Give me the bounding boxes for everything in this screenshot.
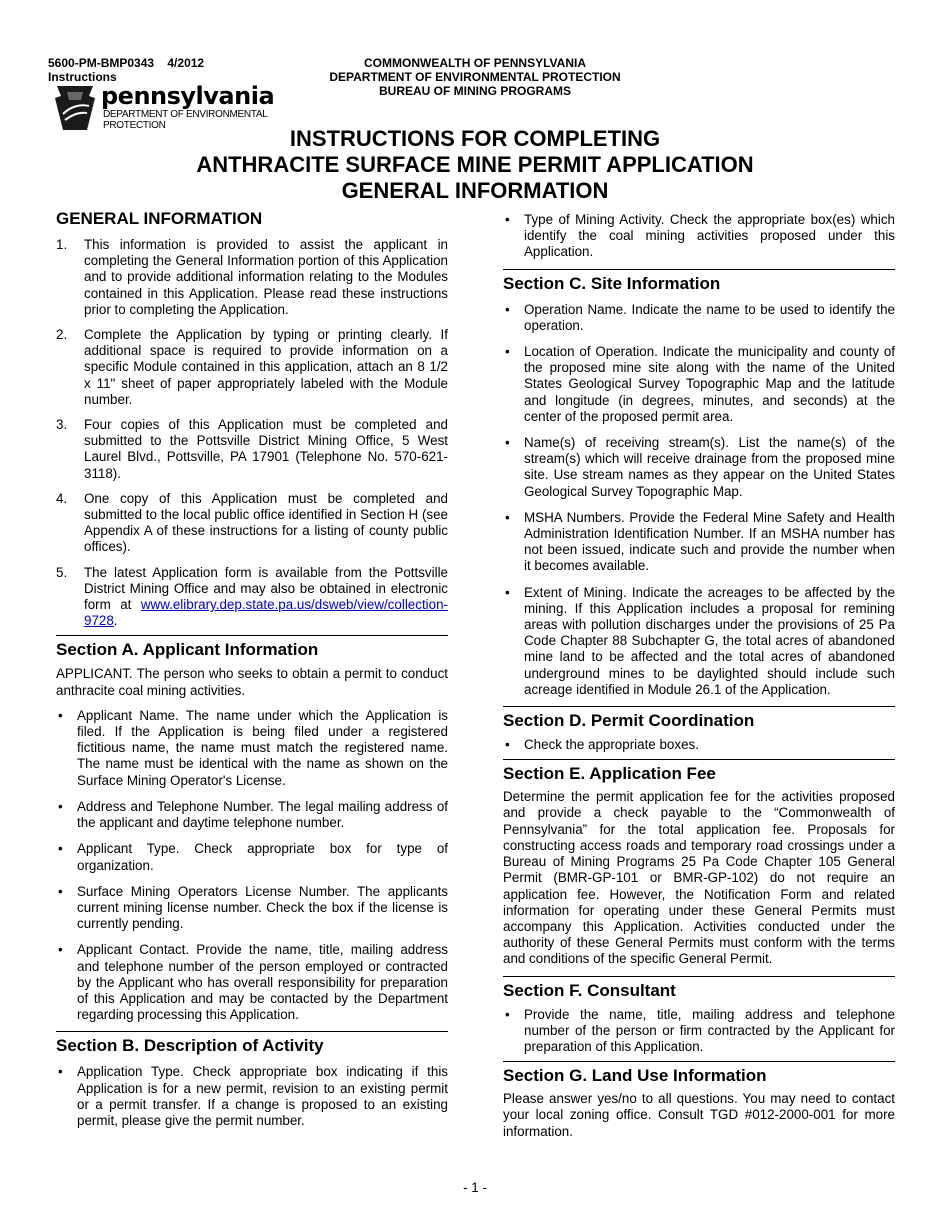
section-b-heading: Section B. Description of Activity bbox=[56, 1031, 448, 1056]
list-item: • Address and Telephone Number. The legal mailing address of the applicant and daytime telephone number. bbox=[58, 798, 448, 831]
list-item: • Type of Mining Activity. Check the appropriate box(es) which identify the coal mining activities proposed under this Application. bbox=[505, 212, 895, 260]
list-item: 2. Complete the Application by typing or printing clearly. If additional space is required to provide information on a specific Module contained in this application, attach an 8 1/2 x 11" sheet of paper appropriately labeled with the Module number. bbox=[56, 327, 448, 407]
list-item: 5. The latest Application form is available from the Pottsville District Mining Office and may also be obtained in electronic form at www.elibrary.dep.state.pa.us/dsweb/view/collection-9728. bbox=[56, 564, 448, 629]
list-item: • Location of Operation. Indicate the municipality and county of the proposed mine site along with the name of the United States Geological Survey Topographic Map and the latitude and longitude (in degrees, minutes, and seconds) at the center of the proposed permit area. bbox=[505, 344, 895, 424]
section-b-list-continued bbox=[503, 212, 895, 261]
list-item: • Operation Name. Indicate the name to be used to identify the operation. bbox=[505, 301, 895, 333]
list-item: • Surface Mining Operators License Number. The applicants current mining license number. Check the box if the license is currently pending. bbox=[58, 883, 448, 932]
general-information-heading: GENERAL INFORMATION bbox=[56, 209, 263, 228]
general-information-list bbox=[56, 237, 448, 629]
agency-line: COMMONWEALTH OF PENNSYLVANIA bbox=[364, 56, 586, 70]
form-header-left bbox=[48, 56, 204, 84]
application-fee-text: Determine the permit application fee for the activities proposed and provide a check payable to the “Commonwealth of Pennsylvania” for the total application fee. Proposals for constructing access roads and temporary road crossings under a Bureau of Mining Programs 25 Pa Code Chapter 105 General Permit (BMR-GP-101 or BMR-GP-102) do not require an application fee. However, the Notification Form and related information for operating under these General Permits must accompany this Application. Activities conducted under the authority of these General Permits must conform with the terms and conditions of the specific General Permit. bbox=[503, 789, 895, 967]
section-d-list bbox=[503, 737, 895, 753]
section-c-heading: Section C. Site Information bbox=[503, 269, 895, 294]
land-use-text: Please answer yes/no to all questions. You may need to contact your local zoning office. Consult TGD #012-2000-001 for more information. bbox=[503, 1091, 895, 1139]
keystone-icon bbox=[53, 84, 97, 132]
agency-header bbox=[250, 56, 700, 98]
list-item: 1. This information is provided to assist the applicant in completing the General Information portion of this Application and to provide additional information relating to the Modules contained in this Application. Please read these instructions prior to completing the Application. bbox=[56, 237, 448, 317]
logo-subtitle: DEPARTMENT OF ENVIRONMENTAL PROTECTION bbox=[103, 109, 268, 131]
page-title: INSTRUCTIONS FOR COMPLETING ANTHRACITE SURFACE MINE PERMIT APPLICATION GENERAL INFORMATION bbox=[196, 126, 754, 203]
section-g-heading: Section G. Land Use Information bbox=[503, 1061, 895, 1086]
right-column bbox=[503, 212, 895, 1140]
section-f-list bbox=[503, 1007, 895, 1056]
list-item: • Applicant Contact. Provide the name, title, mailing address and telephone number of the person employed or contracted by the Applicant who has overall responsibility for preparation of this Application and may be contacted by the Department regarding processing this Application. bbox=[58, 942, 448, 1023]
form-type: Instructions bbox=[48, 70, 117, 84]
section-f-heading: Section F. Consultant bbox=[503, 976, 895, 1001]
list-item: • Provide the name, title, mailing address and telephone number of the person or firm contracted by the Applicant for preparation of this Application. bbox=[505, 1006, 895, 1054]
list-item: • Applicant Type. Check appropriate box for type of organization. bbox=[58, 841, 448, 873]
section-a-heading: Section A. Applicant Information bbox=[56, 635, 448, 660]
list-item: • Name(s) of receiving stream(s). List the name(s) of the stream(s) which will receive drainage from the proposed mine site. Use stream names as they appear on the United States Geological Survey Topographic Map. bbox=[505, 435, 895, 499]
section-d-heading: Section D. Permit Coordination bbox=[503, 706, 895, 731]
agency-line: BUREAU OF MINING PROGRAMS bbox=[379, 84, 571, 98]
section-e-heading: Section E. Application Fee bbox=[503, 759, 895, 784]
section-b-list bbox=[56, 1064, 448, 1129]
list-item: • Extent of Mining. Indicate the acreages to be affected by the mining. If this Application includes a proposal for remining areas with pollution discharges under the provisions of 25 Pa Code Chapter 88 Subchapter G, the total acres of abandoned mine land to be affected and the total acres of abandoned underground mines to be daylighted should include such acreage identified in Module 26.1 of the Application. bbox=[505, 584, 895, 697]
list-item: • Applicant Name. The name under which the Application is filed. If the Application is being filed under a registered fictitious name, the name must match the registered name. The name must be identical with the name as shown on the Surface Mining Operator's License. bbox=[58, 707, 448, 788]
list-item: • MSHA Numbers. Provide the Federal Mine Safety and Health Administration Identification Number. If an MSHA number has not been issued, indicate such and provide the number when it becomes available. bbox=[505, 509, 895, 574]
agency-line: DEPARTMENT OF ENVIRONMENTAL PROTECTION bbox=[329, 70, 621, 84]
section-a-list bbox=[56, 708, 448, 1023]
list-item: • Application Type. Check appropriate box indicating if this Application is for a new permit, revision to an existing permit or a permit transfer. If a change is proposed to an existing permit, please give the permit number. bbox=[58, 1064, 448, 1128]
left-column bbox=[56, 208, 448, 1139]
logo-wordmark: pennsylvania bbox=[101, 82, 275, 110]
applicant-definition: APPLICANT. The person who seeks to obtain a permit to conduct anthracite coal mining activities. bbox=[56, 666, 448, 698]
list-item: 3. Four copies of this Application must be completed and submitted to the Pottsville District Mining Office, 5 West Laurel Blvd., Pottsville, PA 17901 (Telephone No. 570-621-3118). bbox=[56, 417, 448, 481]
page-number: - 1 - bbox=[463, 1180, 487, 1195]
form-number: 5600-PM-BMP0343 4/2012 bbox=[48, 56, 205, 70]
list-item: • Check the appropriate boxes. bbox=[505, 737, 699, 753]
elibrary-link[interactable]: www.elibrary.dep.state.pa.us/dsweb/view/collection-9728 bbox=[84, 597, 448, 629]
list-item: 4. One copy of this Application must be completed and submitted to the local public office identified in Section H (see Appendix A of these instructions for a listing of county public offices). bbox=[56, 490, 448, 555]
section-c-list bbox=[503, 302, 895, 698]
